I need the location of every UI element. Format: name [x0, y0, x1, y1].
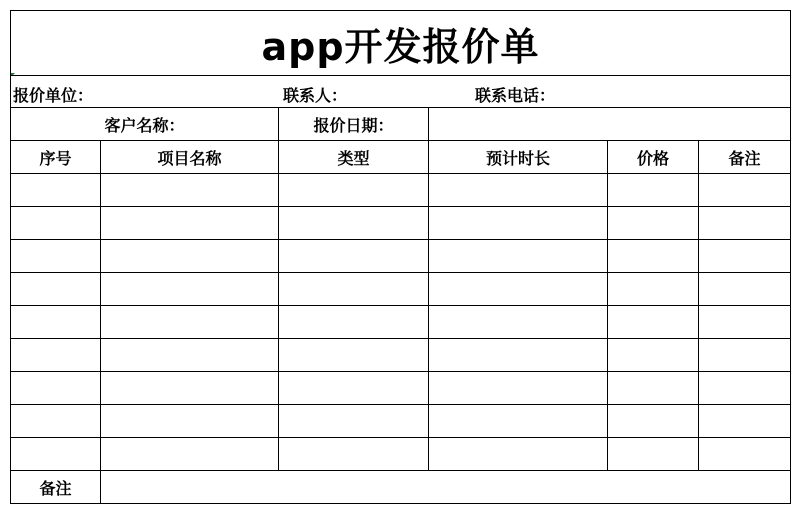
table-cell[interactable]	[608, 240, 699, 273]
col-header-item-name[interactable]: 项目名称	[101, 141, 279, 174]
table-cell[interactable]	[11, 174, 101, 207]
table-cell[interactable]	[608, 405, 699, 438]
info-row-1	[11, 76, 791, 108]
table-cell[interactable]	[429, 273, 608, 306]
table-cell[interactable]	[429, 240, 608, 273]
table-cell[interactable]	[699, 405, 791, 438]
table-cell[interactable]	[11, 240, 101, 273]
table-cell[interactable]	[429, 405, 608, 438]
footer-remark-row	[11, 471, 791, 504]
table-row	[11, 405, 791, 438]
table-cell[interactable]	[608, 438, 699, 471]
customer-name-cell[interactable]	[11, 108, 279, 141]
table-row	[11, 240, 791, 273]
quote-date-value-cell[interactable]	[429, 108, 791, 141]
table-cell[interactable]	[11, 273, 101, 306]
table-cell[interactable]	[279, 174, 429, 207]
table-row	[11, 207, 791, 240]
quote-date-cell[interactable]	[279, 108, 429, 141]
table-cell[interactable]	[608, 207, 699, 240]
footer-remark-label[interactable]: 备注	[11, 471, 101, 504]
table-cell[interactable]	[699, 174, 791, 207]
table-row	[11, 372, 791, 405]
table-cell[interactable]	[279, 207, 429, 240]
table-cell[interactable]	[608, 372, 699, 405]
table-cell[interactable]	[101, 273, 279, 306]
table-cell[interactable]	[608, 273, 699, 306]
table-cell[interactable]	[608, 174, 699, 207]
table-cell[interactable]	[279, 372, 429, 405]
table-row	[11, 174, 791, 207]
col-header-type[interactable]: 类型	[279, 141, 429, 174]
table-cell[interactable]	[279, 306, 429, 339]
table-cell[interactable]	[101, 339, 279, 372]
col-header-remark[interactable]: 备注	[699, 141, 791, 174]
table-cell[interactable]	[429, 372, 608, 405]
table-cell[interactable]	[429, 306, 608, 339]
quote-unit-label: 报价单位：	[13, 86, 94, 105]
table-cell[interactable]	[699, 306, 791, 339]
quote-sheet	[10, 10, 791, 504]
table-row	[11, 273, 791, 306]
table-cell[interactable]	[699, 207, 791, 240]
table-cell[interactable]	[608, 339, 699, 372]
table-cell[interactable]	[101, 306, 279, 339]
table-row	[11, 339, 791, 372]
table-cell[interactable]	[101, 240, 279, 273]
table-cell[interactable]	[429, 438, 608, 471]
info-row-2	[11, 108, 791, 141]
table-cell[interactable]	[11, 339, 101, 372]
table-cell[interactable]	[101, 372, 279, 405]
table-row	[11, 306, 791, 339]
col-header-index[interactable]: 序号	[11, 141, 101, 174]
table-cell[interactable]	[279, 438, 429, 471]
quote-date-label: 报价日期：	[313, 115, 394, 135]
table-cell[interactable]	[429, 174, 608, 207]
table-cell[interactable]	[11, 306, 101, 339]
table-row	[11, 438, 791, 471]
title-row	[11, 11, 791, 76]
info-row-1-cell[interactable]	[11, 76, 791, 108]
table-cell[interactable]	[101, 174, 279, 207]
table-cell[interactable]	[699, 372, 791, 405]
column-header-row	[11, 141, 791, 174]
table-cell[interactable]	[11, 405, 101, 438]
customer-name-label: 客户名称：	[104, 115, 185, 135]
table-cell[interactable]	[101, 438, 279, 471]
table-cell[interactable]	[11, 438, 101, 471]
sheet-title[interactable]	[11, 11, 791, 76]
table-cell[interactable]	[11, 372, 101, 405]
table-cell[interactable]	[429, 339, 608, 372]
table-cell[interactable]	[101, 405, 279, 438]
table-cell[interactable]	[101, 207, 279, 240]
table-cell[interactable]	[699, 339, 791, 372]
table-cell[interactable]	[699, 438, 791, 471]
contact-label: 联系人：	[283, 86, 348, 105]
footer-remark-value[interactable]	[101, 471, 791, 504]
table-cell[interactable]	[279, 240, 429, 273]
phone-label: 联系电话：	[475, 86, 556, 105]
table-cell[interactable]	[279, 273, 429, 306]
table-cell[interactable]	[429, 207, 608, 240]
table-cell[interactable]	[699, 240, 791, 273]
table-cell[interactable]	[608, 306, 699, 339]
table-cell[interactable]	[699, 273, 791, 306]
col-header-price[interactable]: 价格	[608, 141, 699, 174]
col-header-duration[interactable]: 预计时长	[429, 141, 608, 174]
table-cell[interactable]	[279, 339, 429, 372]
sheet-title-text: app开发报价单	[261, 24, 540, 69]
table-cell[interactable]	[11, 207, 101, 240]
table-cell[interactable]	[279, 405, 429, 438]
